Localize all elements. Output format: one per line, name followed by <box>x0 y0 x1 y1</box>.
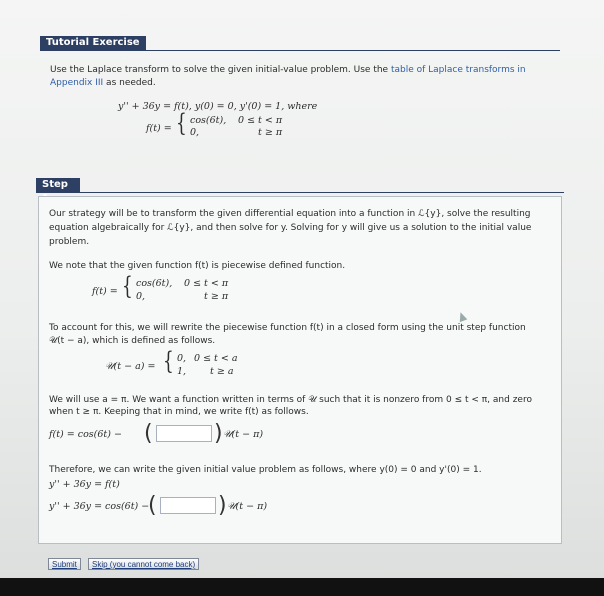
unit-step-case1-cond: 0 ≤ t < a <box>194 353 238 364</box>
closed-form-open-paren: ( <box>144 421 153 446</box>
ivp-open-paren: ( <box>148 493 157 518</box>
account-line-1: To account for this, we will rewrite the piecewise function f(t) in a closed form using the unit step function <box>49 323 526 333</box>
step1-f-brace: { <box>122 272 133 300</box>
ivp-line-1: y'' + 36y = f(t) <box>49 479 120 490</box>
tutorial-f-case2-cond: t ≥ π <box>258 127 283 138</box>
bottom-bar <box>0 578 604 596</box>
unit-step-brace: { <box>163 347 174 375</box>
use-line-1: We will use a = π. We want a function written in terms of 𝒰 such that it is nonzero from 0 ≤ t < π, and zero <box>49 395 532 405</box>
unit-step-case2: 1, <box>177 366 187 377</box>
step1-header: Step <box>36 178 80 192</box>
piecewise-note: We note that the given function f(t) is piecewise defined function. <box>49 261 346 271</box>
therefore-line: Therefore, we can write the given initial value problem as follows, where y(0) = 0 and y'(0) = 1. <box>49 465 482 475</box>
ivp-line-2-rhs: 𝒰(t − π) <box>227 501 268 512</box>
unit-step-lhs: 𝒰(t − a) = <box>105 361 156 372</box>
tutorial-f-case2: 0, <box>190 127 200 138</box>
account-line-2: 𝒰(t − a), which is defined as follows. <box>49 336 216 346</box>
closed-form-answer-input[interactable] <box>156 425 212 442</box>
tutorial-f-case1: cos(6t), <box>190 115 227 126</box>
ivp-close-paren: ) <box>218 493 227 518</box>
use-line-2: when t ≥ π. Keeping that in mind, we write f(t) as follows. <box>49 407 309 417</box>
strategy-line-2: equation algebraically for ℒ{y}, and then solve for y. Solving for y will give us a solution to the initial value <box>49 223 532 233</box>
skip-button[interactable]: Skip (you cannot come back) <box>88 558 199 570</box>
strategy-line-1: Our strategy will be to transform the given differential equation into a function in ℒ{y}, solve the resulting <box>49 209 531 219</box>
tutorial-header-rule <box>40 50 560 51</box>
step1-f-case1-cond: 0 ≤ t < π <box>184 278 229 289</box>
appendix-link-part2[interactable]: Appendix III <box>50 78 104 88</box>
tutorial-f-case1-cond: 0 ≤ t < π <box>238 115 283 126</box>
ivp-answer-input[interactable] <box>160 497 216 514</box>
submit-button[interactable]: Submit <box>48 558 81 570</box>
step1-f-lhs: f(t) = <box>92 286 118 297</box>
step1-f-case2-cond: t ≥ π <box>204 291 229 302</box>
strategy-line-3: problem. <box>49 237 90 247</box>
step1-header-rule <box>36 192 564 193</box>
appendix-link-part1[interactable]: table of Laplace transforms in <box>390 65 526 75</box>
unit-step-case1: 0, <box>177 353 187 364</box>
ivp-equation: y'' + 36y = f(t), y(0) = 0, y'(0) = 1, where <box>118 101 318 112</box>
tutorial-f-lhs: f(t) = <box>146 123 172 134</box>
ivp-line-2-lhs: y'' + 36y = cos(6t) − <box>49 501 150 512</box>
tutorial-brace: { <box>176 109 187 137</box>
step1-f-case2: 0, <box>136 291 146 302</box>
closed-form-lhs: f(t) = cos(6t) − <box>49 429 122 440</box>
step1-f-case1: cos(6t), <box>136 278 173 289</box>
closed-form-close-paren: ) <box>214 421 223 446</box>
unit-step-case2-cond: t ≥ a <box>210 366 234 377</box>
closed-form-rhs: 𝒰(t − π) <box>223 429 264 440</box>
tutorial-instructions: Use the Laplace transform to solve the given initial-value problem. Use the table of Laplace transforms in Appendix III as needed. <box>50 65 526 88</box>
tutorial-header: Tutorial Exercise <box>40 36 146 50</box>
